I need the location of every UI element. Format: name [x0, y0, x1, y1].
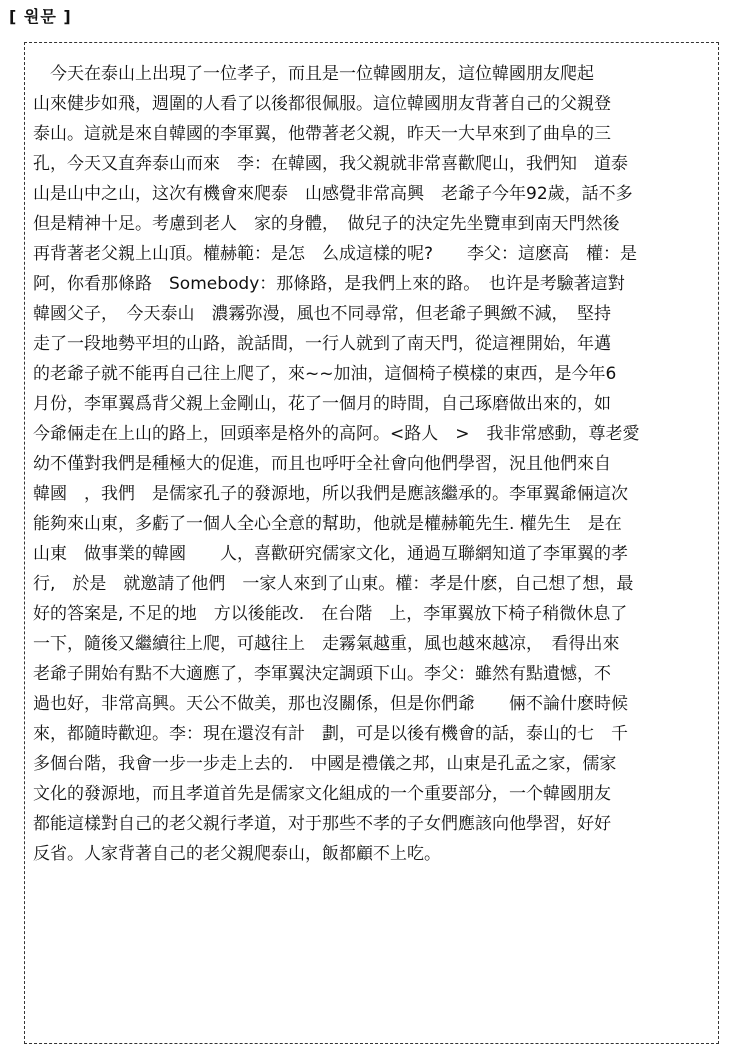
passage-line: 的老爺子就不能再自己往上爬了，來~~加油，這個椅子模樣的東西，是今年6 — [33, 364, 617, 384]
passage-line: 再背著老父親上山頂。權赫範：是怎 么成這樣的呢? 李父：這麽高 權：是 — [33, 244, 638, 264]
passage-line: 韓國父子， 今天泰山 濃霧弥漫，風也不同尋常，但老爺子興緻不減， 堅持 — [33, 304, 611, 324]
passage-line: 行, 於是 就邀請了他們 一家人來到了山東。權：孝是什麽，自己想了想，最 — [33, 574, 634, 594]
passage-line: 一下，隨後又繼續往上爬，可越往上 走霧氣越重，風也越來越凉， 看得出來 — [33, 634, 620, 654]
passage-line: 老爺子開始有點不大適應了，李軍翼決定調頭下山。李父：雖然有點遺憾，不 — [33, 664, 611, 684]
passage-line: 山東 做事業的韓國 人，喜歡研究儒家文化，通過互聯網知道了李軍翼的孝 — [33, 544, 628, 564]
passage-line: 好的答案是, 不足的地 方以後能改. 在台階 上，李軍翼放下椅子稍微休息了 — [33, 604, 628, 624]
passage-line: 來，都隨時歡迎。李：現在還沒有計 劃，可是以後有機會的話，泰山的七 千 — [33, 724, 628, 744]
passage-line: 多個台階，我會一步一步走上去的. 中國是禮儀之邦，山東是孔孟之家，儒家 — [33, 754, 617, 774]
passage-line: 過也好，非常高興。天公不做美，那也沒關係，但是你們爺 倆不論什麽時候 — [33, 694, 628, 714]
passage-line: 反省。人家背著自己的老父親爬泰山，飯都顧不上吃。 — [33, 844, 441, 864]
section-header-original-text: [ 원문 ] — [9, 7, 72, 26]
passage-line: 韓國 ，我們 是儒家孔子的發源地，所以我們是應該繼承的。李軍翼爺倆這次 — [33, 484, 628, 504]
passage-line: 孔，今天又直奔泰山而來 李：在韓國，我父親就非常喜歡爬山，我們知 道泰 — [33, 154, 628, 174]
passage-line: 幼不僅對我們是種極大的促進，而且也呼吁全社會向他們學習，況且他們來自 — [33, 454, 611, 474]
passage-line: 泰山。這就是來自韓國的李軍翼，他帶著老父親，昨天一大早來到了曲阜的三 — [33, 124, 611, 144]
passage-line: 今天在泰山上出現了一位孝子，而且是一位韓國朋友，這位韓國朋友爬起 — [33, 64, 594, 84]
passage-line: 文化的發源地，而且孝道首先是儒家文化組成的一个重要部分，一个韓國朋友 — [33, 784, 611, 804]
passage-line: 山來健步如飛，週圍的人看了以後都很佩服。這位韓國朋友背著自己的父親登 — [33, 94, 611, 114]
passage-line: 走了一段地勢平坦的山路，說話間，一行人就到了南天門，從這裡開始，年邁 — [33, 334, 611, 354]
passage-line: 山是山中之山，这次有機會來爬泰 山感覺非常高興 老爺子今年92歲，話不多 — [33, 184, 633, 204]
original-text-box — [24, 42, 719, 1044]
passage-line: 能夠來山東，多虧了一個人全心全意的幫助，他就是權赫範先生. 權先生 是在 — [33, 514, 622, 534]
passage-line: 今爺倆走在上山的路上，回頭率是格外的高阿。<路人 > 我非常感動，尊老愛 — [33, 424, 640, 444]
passage-line: 都能這樣對自己的老父親行孝道，对于那些不孝的子女們應該向他學習，好好 — [33, 814, 611, 834]
passage-line: 阿，你看那條路 Somebody：那條路，是我們上來的路。 也许是考驗著這對 — [33, 274, 625, 294]
passage-line: 但是精神十足。考慮到老人 家的身體， 做兒子的決定先坐覽車到南天門然後 — [33, 214, 620, 234]
passage-line: 月份，李軍翼爲背父親上金剛山，花了一個月的時間，自己琢磨做出來的，如 — [33, 394, 611, 414]
